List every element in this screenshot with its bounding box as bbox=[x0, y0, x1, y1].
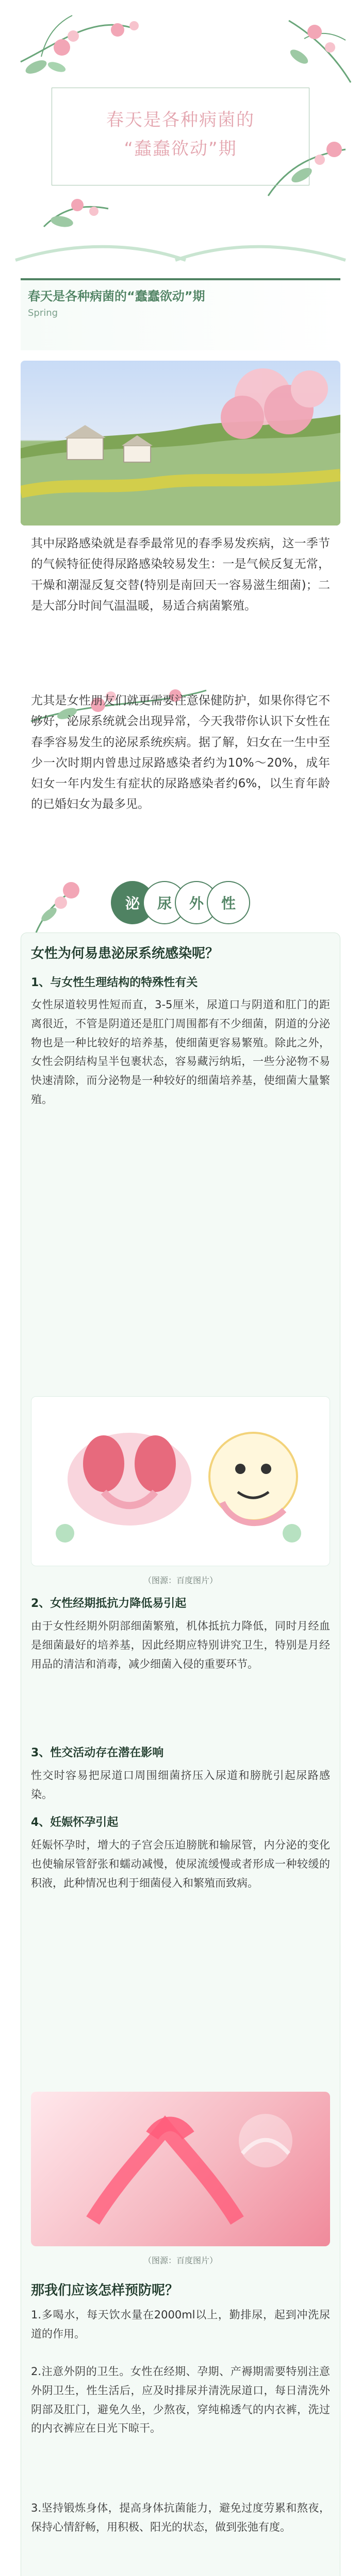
cause-4-title: 4、妊娠怀孕引起 bbox=[31, 1816, 119, 1829]
badge-wai: 外 bbox=[175, 881, 218, 924]
cause-1-text: 女性尿道较男性短而直，3-5厘米，尿道口与阴道和肛门的距离很近，不管是阴道还是肛门周围都有不少细菌，阴道的分泌物也是一种比较好的培养基，使细菌更容易繁殖。除此之外，女性会阴结构呈半包裹状态，容易藏污纳垢，一些分泌物不易快速清除，而分泌物是一种较好的细菌培养基，使细菌大量繁殖。 bbox=[31, 998, 330, 1106]
hero-title-line2: “蠢蠢欲动”期 bbox=[124, 139, 237, 159]
section-header bbox=[21, 278, 340, 350]
topic-badges bbox=[111, 881, 250, 924]
section-subtitle: Spring bbox=[28, 308, 58, 319]
cause-1-title: 1、与女性生理结构的特殊性有关 bbox=[31, 976, 198, 989]
hero bbox=[0, 0, 361, 268]
badge-niao: 尿 bbox=[143, 881, 186, 924]
section-title: 春天是各种病菌的“蠢蠢欲动”期 bbox=[28, 289, 205, 303]
pink-ribbon-svg bbox=[31, 2092, 330, 2246]
intro-paragraph-1: 其中尿路感染就是春季最常见的春季易发疾病，这一季节的气候特征使得尿路感染较易发生：一是气候反复无常，干燥和潮湿反复交替(特别是南回天一容易滋生细菌)；二是大部分时间气温温暖，易适合病菌繁殖。 bbox=[31, 537, 330, 613]
question-2: 那我们应该怎样预防呢？ bbox=[31, 2283, 179, 2298]
badge-xing: 性 bbox=[207, 881, 250, 924]
spring-landscape-photo bbox=[21, 361, 340, 526]
pink-ribbon-image bbox=[31, 2092, 330, 2246]
intro-paragraph-2: 尤其是女性朋友们就更需要注意保健防护，如果你得它不够好，泌尿系统就会出现异常，今天我带你认识下女性在春季容易发生的泌尿系统疾病。据了解，妇女在一生中至少一次时期内曾患过尿路感染者约为10%～20%，成年妇女一年内发生有症状的尿路感染者约6%，以生育年龄的已婚妇女为最多见。 bbox=[31, 694, 330, 811]
question-1: 女性为何易患泌尿系统感染呢？ bbox=[31, 946, 219, 961]
anatomy-illustration bbox=[31, 1396, 330, 1566]
left-flower-illustration bbox=[21, 860, 98, 938]
cause-3-title: 3、性交活动存在潜在影响 bbox=[31, 1747, 164, 1759]
hero-title-line1: 春天是各种病菌的 bbox=[106, 110, 255, 130]
anatomy-svg bbox=[31, 1397, 331, 1567]
cause-2-text: 由于女性经期外阴部细菌繁殖，机体抵抗力降低，同时月经血是细菌最好的培养基，因此经期应特别讲究卫生，特别是月经用品的清洁和消毒，减少细菌入侵的重要环节。 bbox=[31, 1620, 330, 1670]
prevention-2: 2.注意外阴的卫生。女性在经期、孕期、产褥期需要特别注意外阴卫生，性生活后，应及时排尿并清洗尿道口，每日清洗外阴部及肛门，避免久坐，少熬夜，穿纯棉透气的内衣裤，洗过的内衣裤应在日光下晾干。 bbox=[31, 2365, 330, 2435]
prevention-1: 1.多喝水，每天饮水量在2000ml以上，勤排尿，起到冲洗尿道的作用。 bbox=[31, 2309, 330, 2340]
cause-2-title: 2、女性经期抵抗力降低易引起 bbox=[31, 1597, 187, 1610]
cause-4-text: 妊娠怀孕时，增大的子宫会压迫膀胱和输尿管，内分泌的变化也使输尿管舒张和蠕动减慢，使尿流缓慢或者形成一种较缓的积液，此种情况也利于细菌侵入和繁殖而致病。 bbox=[31, 1839, 330, 1889]
left-flower-decoration bbox=[21, 860, 98, 938]
badge-mi: 泌 bbox=[111, 881, 154, 924]
image-2-caption: （图源：百度图片） bbox=[143, 2256, 218, 2265]
image-1-caption: （图源：百度图片） bbox=[143, 1575, 218, 1585]
hero-title bbox=[52, 106, 309, 163]
cause-3-text: 性交时容易把尿道口周围细菌挤压入尿道和膀胱引起尿路感染。 bbox=[31, 1769, 330, 1801]
photo-illustration bbox=[21, 361, 340, 526]
prevention-3: 3.坚持锻炼身体，提高身体抗菌能力，避免过度劳累和熬夜，保持心情舒畅，用积极、阳光的状态，做到张弛有度。 bbox=[31, 2502, 330, 2533]
